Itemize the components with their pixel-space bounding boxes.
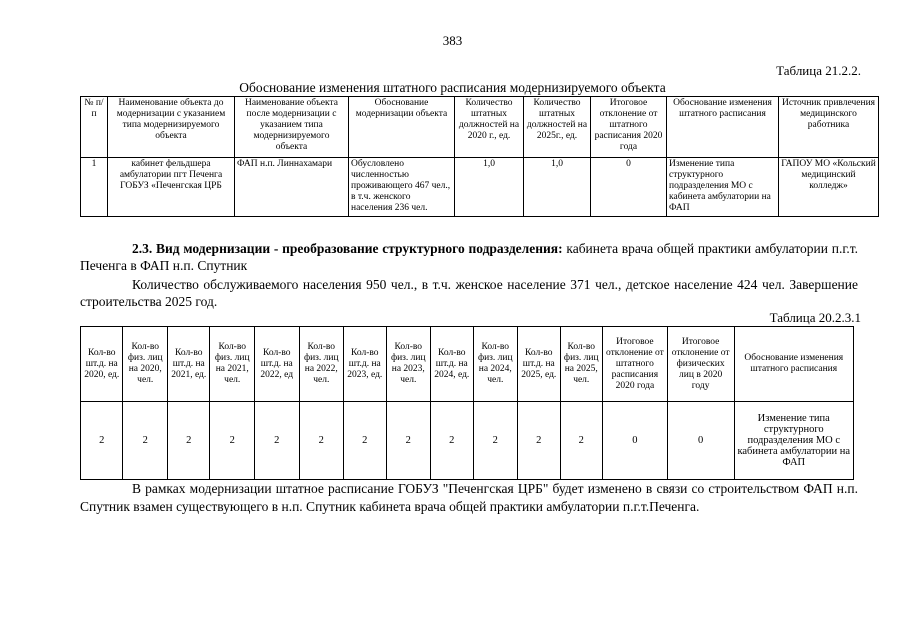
table-cell: 0 <box>591 158 667 217</box>
table-cell: 2 <box>168 402 210 480</box>
header-cell: Кол-во шт.д. на 2025, ед. <box>518 327 560 402</box>
header-cell: Кол-во шт.д. на 2022, ед <box>255 327 300 402</box>
closing-paragraph <box>80 480 858 516</box>
table-cell: 2 <box>123 402 168 480</box>
table-1-label: Таблица 21.2.2. <box>776 63 861 78</box>
header-cell: Количество штатных должностей на 2025г., ед. <box>524 97 591 158</box>
header-cell: Наименование объекта до модернизации с указанием типа модернизируемого объекта <box>108 97 235 158</box>
section-2-3-paragraph <box>80 240 858 274</box>
table-cell: Изменение типа структурного подразделения МО с кабинета амбулатории на ФАП <box>667 158 779 217</box>
section-2-3-heading: 2.3. Вид модернизации - преобразование структурного подразделения: <box>132 241 563 256</box>
header-cell: Кол-во физ. лиц на 2022, чел. <box>299 327 344 402</box>
table-1-title: Обоснование изменения штатного расписания модернизируемого объекта <box>239 80 666 95</box>
table-cell: 2 <box>431 402 473 480</box>
table-cell: 2 <box>299 402 344 480</box>
table-cell: ФАП н.п. Линнахамари <box>235 158 349 217</box>
table-2-label: Таблица 20.2.3.1 <box>769 310 861 325</box>
table-cell: 2 <box>344 402 386 480</box>
header-cell: Итоговое отклонение от физических лиц в 2020 году <box>667 327 734 402</box>
table-cell: Изменение типа структурного подразделения МО с кабинета амбулатории на ФАП <box>734 402 853 480</box>
table-cell: 1,0 <box>524 158 591 217</box>
table-cell: 1,0 <box>455 158 524 217</box>
population-text: Количество обслуживаемого населения 950 чел., в т.ч. женское население 371 чел., детское население 424 чел. Завершение строительства 2025 год. <box>80 277 858 309</box>
staffing-justification-table <box>80 96 879 217</box>
header-cell: Обоснование модернизации объекта <box>349 97 455 158</box>
closing-text: В рамках модернизации штатное расписание ГОБУЗ "Печенгская ЦРБ" будет изменено в связи со строительством ФАП н.п. Спутник взамен существующего в н.п. Спутник кабинета врача общей практики амбулатории п.г.т.Печенга. <box>80 481 858 514</box>
header-cell: Кол-во физ. лиц на 2024, чел. <box>473 327 518 402</box>
table-cell: 0 <box>603 402 668 480</box>
header-cell: Кол-во физ. лиц на 2021, чел. <box>210 327 255 402</box>
table-cell: 1 <box>81 158 108 217</box>
header-cell: Количество штатных должностей на 2020 г., ед. <box>455 97 524 158</box>
header-cell: Кол-во шт.д. на 2024, ед. <box>431 327 473 402</box>
table-cell: ГАПОУ МО «Кольский медицинский колледж» <box>779 158 879 217</box>
header-cell: Кол-во физ. лиц на 2025, чел. <box>560 327 602 402</box>
header-cell: Итоговое отклонение от штатного расписания 2020 года <box>603 327 668 402</box>
header-cell: Кол-во физ. лиц на 2023, чел. <box>386 327 431 402</box>
page-number: 383 <box>442 33 463 48</box>
header-cell: Кол-во шт.д. на 2021, ед. <box>168 327 210 402</box>
table-cell: 2 <box>210 402 255 480</box>
header-cell: Обоснование изменения штатного расписания <box>667 97 779 158</box>
table-header-row <box>81 327 854 402</box>
header-cell: № п/п <box>81 97 108 158</box>
table-row <box>81 158 879 217</box>
section-2-3-text: кабинета врача общей практики амбулатории п.г.т. Печенга в ФАП н.п. Спутник <box>80 241 858 273</box>
table-cell: кабинет фельдшера амбулатории пгт Печенга ГОБУЗ «Печенгская ЦРБ <box>108 158 235 217</box>
header-cell: Кол-во шт.д. на 2020, ед. <box>81 327 123 402</box>
header-cell: Кол-во шт.д. на 2023, ед. <box>344 327 386 402</box>
table-row <box>81 402 854 480</box>
table-cell: 0 <box>667 402 734 480</box>
table-cell: 2 <box>255 402 300 480</box>
table-header-row <box>81 97 879 158</box>
header-cell: Кол-во физ. лиц на 2020, чел. <box>123 327 168 402</box>
table-cell: 2 <box>81 402 123 480</box>
table-cell: 2 <box>473 402 518 480</box>
table-cell: 2 <box>518 402 560 480</box>
table-cell: Обусловлено численностью проживающего 467 чел., в т.ч. женского населения 236 чел. <box>349 158 455 217</box>
population-paragraph <box>80 276 858 310</box>
header-cell: Источник привлечения медицинского работника <box>779 97 879 158</box>
staffing-by-year-table <box>80 326 854 480</box>
header-cell: Наименование объекта после модернизации с указанием типа модернизируемого объекта <box>235 97 349 158</box>
table-cell: 2 <box>560 402 602 480</box>
header-cell: Обоснование изменения штатного расписания <box>734 327 853 402</box>
table-cell: 2 <box>386 402 431 480</box>
header-cell: Итоговое отклонение от штатного расписания 2020 года <box>591 97 667 158</box>
